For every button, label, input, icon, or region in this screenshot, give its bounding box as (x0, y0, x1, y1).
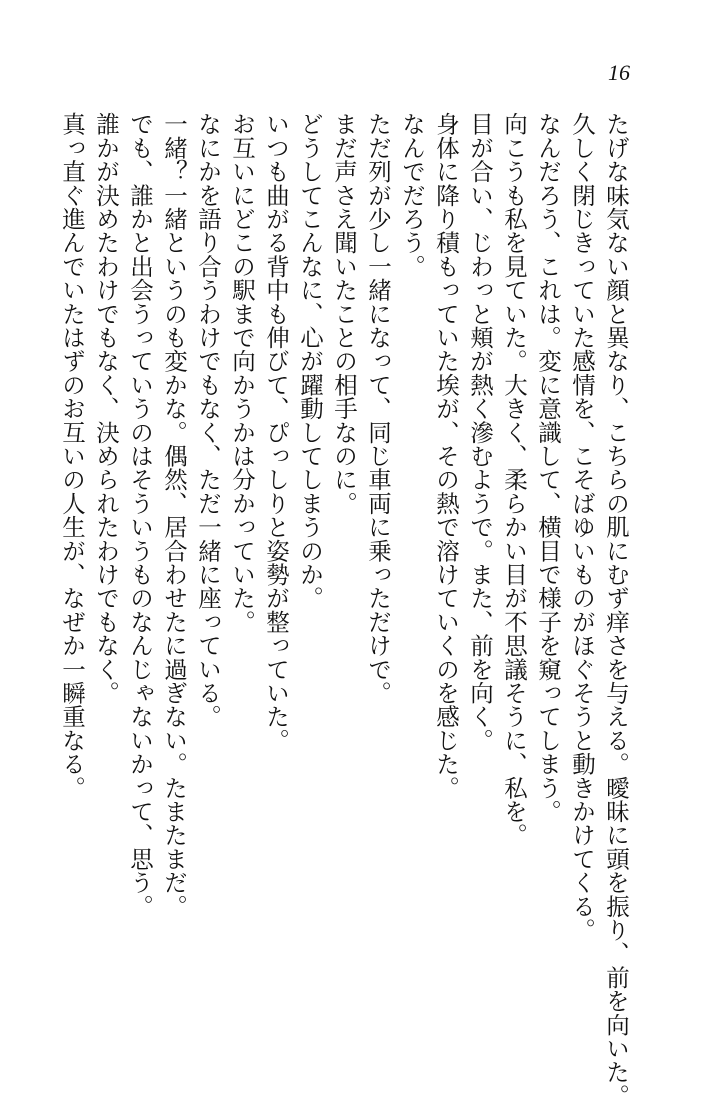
text-line: ただ列が少し一緒になって、同じ車両に乗っただけで。 (364, 112, 392, 705)
text-line: なにかを語り合うわけでもなく、ただ一緒に座っている。 (194, 112, 222, 729)
text-line: でも、誰かと出会うっていうのはそういうものなんじゃないかって、思う。 (126, 112, 154, 918)
text-line: どうしてこんなに、心が躍動してしまうのか。 (296, 112, 324, 610)
text-line: お互いにどこの駅まで向かうかは分かっていた。 (228, 112, 256, 634)
text-line: 目が合い、じわっと頬が熱く滲むようで。また、前を向く。 (466, 112, 494, 752)
text-line: 一緒？一緒というのも変かな。偶然、居合わせたに過ぎない。たまたまだ。 (160, 112, 188, 918)
page-number: 16 (608, 60, 630, 85)
text-line: まだ声さえ聞いたことの相手なのに。 (330, 112, 358, 515)
text-line: いつも曲がる背中も伸びて、ぴっしりと姿勢が整っていた。 (262, 112, 290, 752)
text-line: 誰かが決めたわけでもなく、決められたわけでもなく。 (92, 112, 120, 705)
text-line: なんでだろう。 (398, 112, 426, 278)
text-line: 身体に降り積もっていた埃が、その熱で溶けていくのを感じた。 (432, 112, 460, 800)
text-line: 向こうも私を見ていた。大きく、柔らかい目が不思議そうに、私を。 (500, 112, 528, 847)
text-line: 久しく閉じきっていた感情を、こそばゆいものがほぐそうと動きかけてくる。 (568, 112, 596, 942)
text-line: なんだろう、これは。変に意識して、横目で様子を窺ってしまう。 (534, 112, 562, 823)
vertical-text-body (58, 112, 633, 1107)
text-line: たげな味気ない顔と異なり、こちらの肌にむず痒さを与える。曖昧に頭を振り、前を向いた。 (602, 112, 630, 1107)
text-line: 真っ直ぐ進んでいたはずのお互いの人生が、なぜか一瞬重なる。 (58, 112, 86, 800)
